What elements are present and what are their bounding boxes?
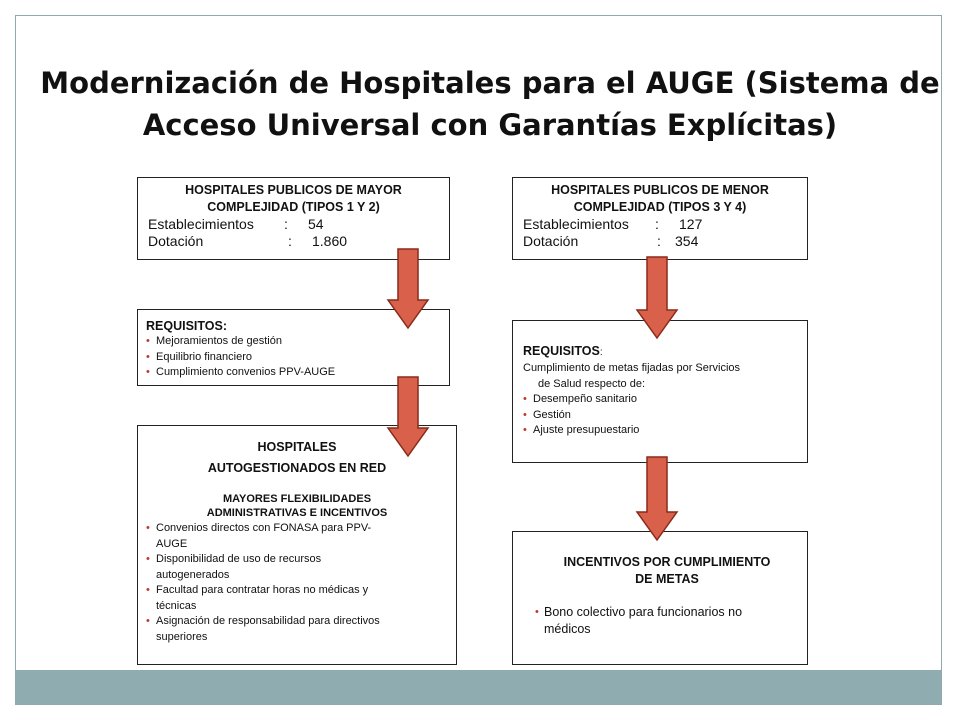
requisitos-description: Cumplimiento de metas fijadas por Servicios de Salud respecto de:: [523, 362, 741, 390]
dotacion-label: Dotación: [148, 233, 204, 249]
box-header-line1: HOSPITALES PUBLICOS DE MAYOR: [185, 183, 402, 197]
box-incentivos-cumplimiento: [512, 531, 808, 665]
requisitos-title: REQUISITOS:: [146, 319, 228, 333]
establecimientos-value: 127: [679, 216, 703, 232]
separator: :: [288, 233, 292, 249]
separator: :: [657, 233, 661, 249]
dotacion-value: 1.860: [312, 233, 348, 249]
incentivos-list: [535, 604, 799, 638]
requisitos-list: [146, 334, 441, 381]
dotacion-row: [523, 233, 797, 250]
arrow-down-icon: [635, 456, 679, 542]
establecimientos-value: 54: [308, 216, 324, 232]
list-item: • Ajuste presupuestario: [523, 423, 799, 439]
arrow-down-icon: [386, 248, 430, 330]
arrow-down-icon: [635, 256, 679, 340]
list-item: • Convenios directos con FONASA para PPV- AUGE: [146, 521, 448, 552]
list-item: • Mejoramientos de gestión: [146, 334, 441, 350]
list-item: • Gestión: [523, 408, 799, 424]
box-header-line2: COMPLEJIDAD (TIPOS 1 Y 2): [207, 200, 380, 214]
list-item: • Disponibilidad de uso de recursos autogenerados: [146, 552, 448, 583]
result-subtitle-line1: MAYORES FLEXIBILIDADES: [222, 493, 372, 505]
dotacion-label: Dotación: [523, 233, 579, 249]
footer-band: [16, 670, 941, 704]
separator: :: [655, 216, 659, 232]
establecimientos-row: [523, 216, 797, 233]
list-item: • Desempeño sanitario: [523, 392, 799, 408]
list-item: • Cumplimiento convenios PPV-AUGE: [146, 365, 441, 381]
result-title-line2: AUTOGESTIONADOS EN RED: [207, 461, 387, 475]
establecimientos-row: [148, 216, 439, 233]
box-hospitales-menor-complejidad: [512, 177, 808, 260]
requisitos-list: [523, 392, 799, 439]
box-header-line2: COMPLEJIDAD (TIPOS 3 Y 4): [573, 200, 747, 214]
result-list: [146, 521, 448, 645]
slide-title: Modernización de Hospitales para el AUGE (Sistema de Acceso Universal con Garantías Explícitas): [40, 66, 940, 142]
requisitos-title: REQUISITOS:: [523, 344, 603, 358]
incentivos-title-line2: DE METAS: [635, 572, 699, 586]
box-header-line1: HOSPITALES PUBLICOS DE MENOR: [551, 183, 769, 197]
box-requisitos-menor: [512, 320, 808, 463]
dotacion-value: 354: [675, 233, 699, 249]
list-item: • Asignación de responsabilidad para directivos superiores: [146, 614, 448, 645]
result-subtitle-line2: ADMINISTRATIVAS E INCENTIVOS: [206, 507, 388, 519]
establecimientos-label: Establecimientos: [523, 216, 629, 232]
box-hospitales-autogestionados: [137, 425, 457, 665]
result-title-line1: HOSPITALES: [257, 440, 337, 454]
separator: :: [284, 216, 288, 232]
incentivos-title-line1: INCENTIVOS POR CUMPLIMIENTO: [563, 555, 771, 569]
list-item: • Equilibrio financiero: [146, 350, 441, 366]
establecimientos-label: Establecimientos: [148, 216, 254, 232]
list-item: • Bono colectivo para funcionarios no médicos: [535, 604, 799, 638]
list-item: • Facultad para contratar horas no médicas y técnicas: [146, 583, 448, 614]
arrow-down-icon: [386, 376, 430, 458]
